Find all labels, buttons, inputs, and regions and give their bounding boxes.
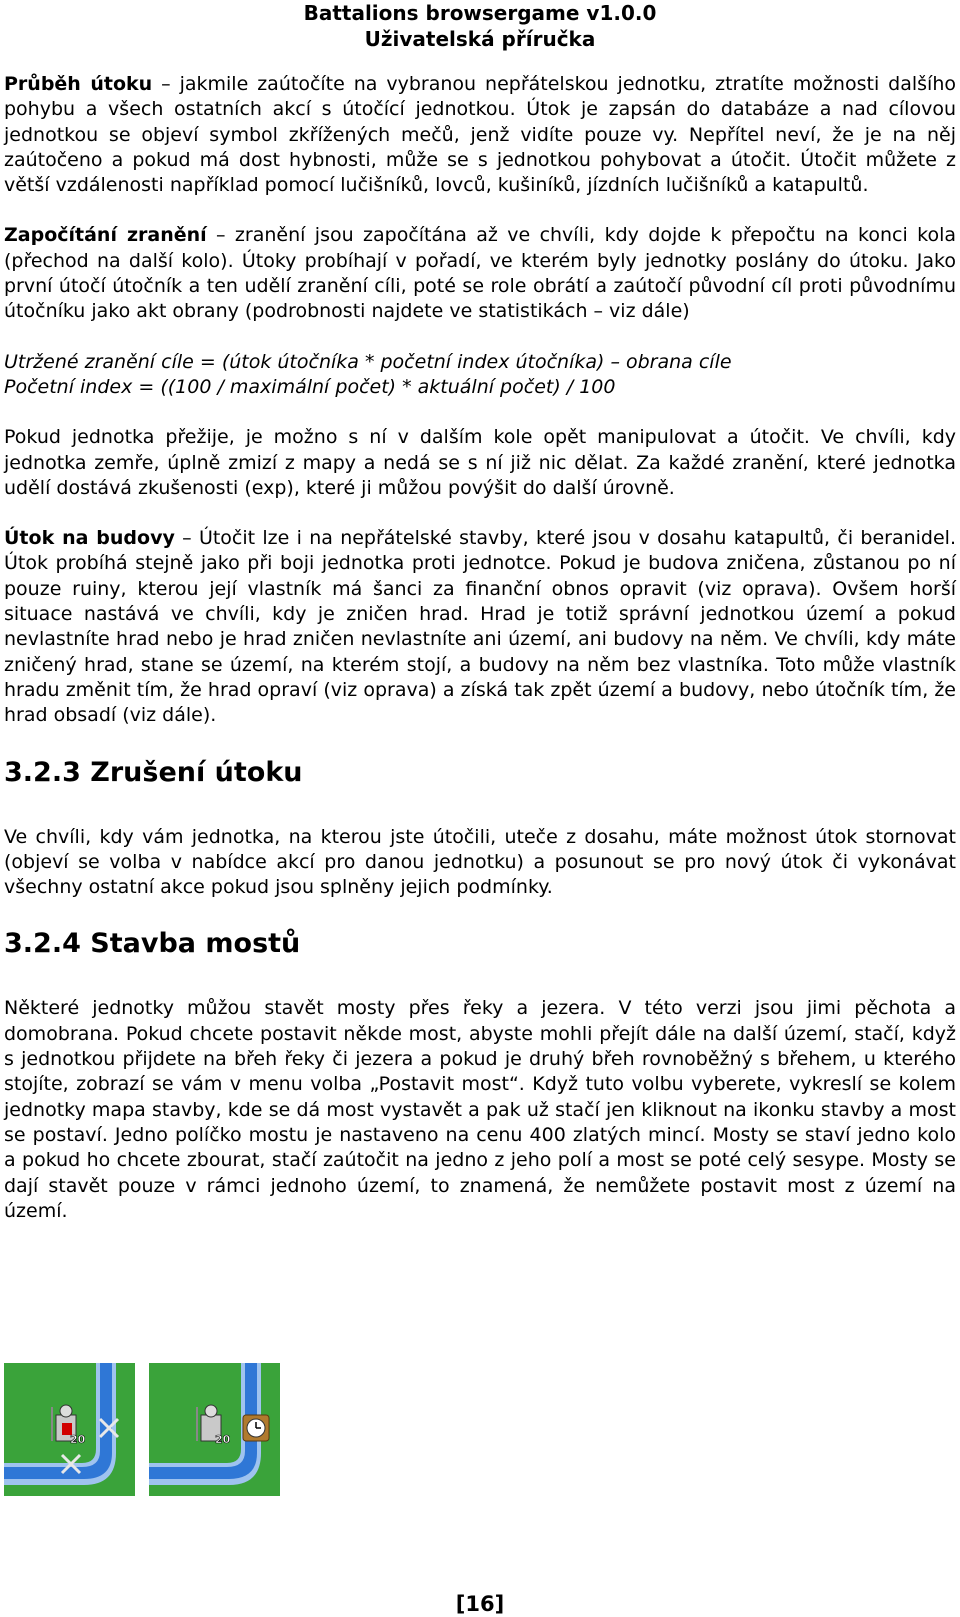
map-tile-graphic xyxy=(149,1363,280,1496)
paragraph-attack-progress xyxy=(4,72,956,198)
unit-count-label: 20 xyxy=(70,1433,86,1446)
paragraph-damage-count xyxy=(4,223,956,324)
document-subtitle: Uživatelská příručka xyxy=(364,27,596,51)
term-attack-progress: Průběh útoku xyxy=(4,73,153,95)
formula-damage: Utržené zranění cíle = (útok útočníka * početní index útočníka) – obrana cíle xyxy=(4,350,732,373)
formula-count-index: Početní index = ((100 / maximální počet) * aktuální počet) / 100 xyxy=(4,375,616,398)
text-buildings: – Útočit lze i na nepřátelské stavby, které jsou v dosahu katapultů, či beranidel. Útok probíhá stejně jako při boji jednotka proti jednotce. Pokud je budova zničena, zůstanou po ní pouze ruiny, kterou její vlastník má šanci za finanční obnos opravit (viz oprava). Ovšem horší situace nastává ve chvíli, kdy je zničen hrad. Hrad je totiž správní jednotkou území a pokud nevlastníte hrad nebo je hrad zničen nevlastníte ani území, ani budovy na něm. Ve chvíli, kdy máte zničený hrad, stane se území, na kterém stojí, a budovy na něm bez vlastníka. Toto může vlastník hradu změnit tím, že hrad opraví (viz oprava) a získá tak zpět území a budovy, nebo útočník tím, že hrad obsadí (viz dále). xyxy=(4,527,956,727)
map-tile-graphic xyxy=(4,1363,135,1496)
paragraph-cancel-attack: Ve chvíli, kdy vám jednotka, na kterou jste útočili, uteče z dosahu, máte možnost útok stornovat (objeví se volba v nabídce akcí pro danou jednotku) a posunout se pro nový útok či vykonávat všechny ostatní akce pokud jsou splněny jejich podmínky. xyxy=(4,825,956,899)
formula-block xyxy=(4,350,956,401)
bridge-map-tile-attack xyxy=(4,1363,135,1496)
page-number: [16] xyxy=(455,1592,505,1616)
unit-count-label: 20 xyxy=(215,1433,231,1446)
term-damage-count: Započítání zranění xyxy=(4,224,207,247)
text-damage-count: – zranění jsou započítána až ve chvíli, kdy dojde k přepočtu na konci kola (přechod na další kolo). Útoky probíhají v pořadí, ve kterém byly jednotky poslány do útoku. Jako první útočí útočník a ten udělí zranění cíli, poté se role obrátí a zaútočí původní cíl proti původnímu útočníku jako akt obrany (podrobnosti najdete ve statistikách – viz dále) xyxy=(4,224,956,323)
bridge-map-tile-build xyxy=(149,1363,280,1496)
paragraph-buildings xyxy=(4,526,956,728)
document-body xyxy=(4,72,956,1224)
document-header xyxy=(0,0,960,52)
clock-icon xyxy=(243,1415,269,1441)
text-attack-progress: – jakmile zaútočíte na vybranou nepřátelskou jednotku, ztratíte možnosti dalšího pohybu a všech ostatních akcí s útočící jednotkou. Útok je zapsán do databáze a nad cílovou jednotkou se objeví symbol zkřížených mečů, jenž vidíte pouze vy. Nepřítel neví, že je na něj zaútočeno a pokud má dost hybnosti, může se s jednotkou pohybovat a útočit. Útočit můžete z větší vzdálenosti například pomocí lučišníků, lovců, kušiníků, jízdních lučišníků a katapultů. xyxy=(4,73,956,197)
heading-cancel-attack: 3.2.3 Zrušení útoku xyxy=(4,756,303,788)
paragraph-bridges: Některé jednotky můžou stavět mosty přes řeky a jezera. V této verzi jsou jimi pěchota a domobrana. Pokud chcete postavit někde most, abyste mohli přejít dále na další území, stačí, když s jednotkou přijdete na břeh řeky či jezera a pokud je druhý břeh rovnoběžný s břehem, u kterého stojíte, zobrazí se vám v menu volba „Postavit most“. Když tuto volbu vyberete, vykreslí se kolem jednotky mapa stavby, kde se dá most vystavět a pak už stačí jen kliknout na ikonku stavby a most se postaví. Jedno políčko mostu je nastaveno na cenu 400 zlatých mincí. Mosty se staví jedno kolo a pokud ho chcete zbourat, stačí zaútočit na jedno z jeho polí a most se poté celý sesype. Mosty se dají stavět pouze v rámci jednoho území, to znamená, že nemůžete postavit most z území na území. xyxy=(4,997,956,1222)
paragraph-survive: Pokud jednotka přežije, je možno s ní v dalším kole opět manipulovat a útočit. Ve chvíli, kdy jednotka zemře, úplně zmizí z mapy a nedá se s ní již nic dělat. Za každé zranění, které jednotka udělí dostává zkušenosti (exp), které ji můžou povýšit do další úrovně. xyxy=(4,426,956,499)
heading-bridges: 3.2.4 Stavba mostů xyxy=(4,928,301,960)
term-buildings: Útok na budovy xyxy=(4,527,175,550)
document-title: Battalions browsergame v1.0.0 xyxy=(303,1,657,25)
